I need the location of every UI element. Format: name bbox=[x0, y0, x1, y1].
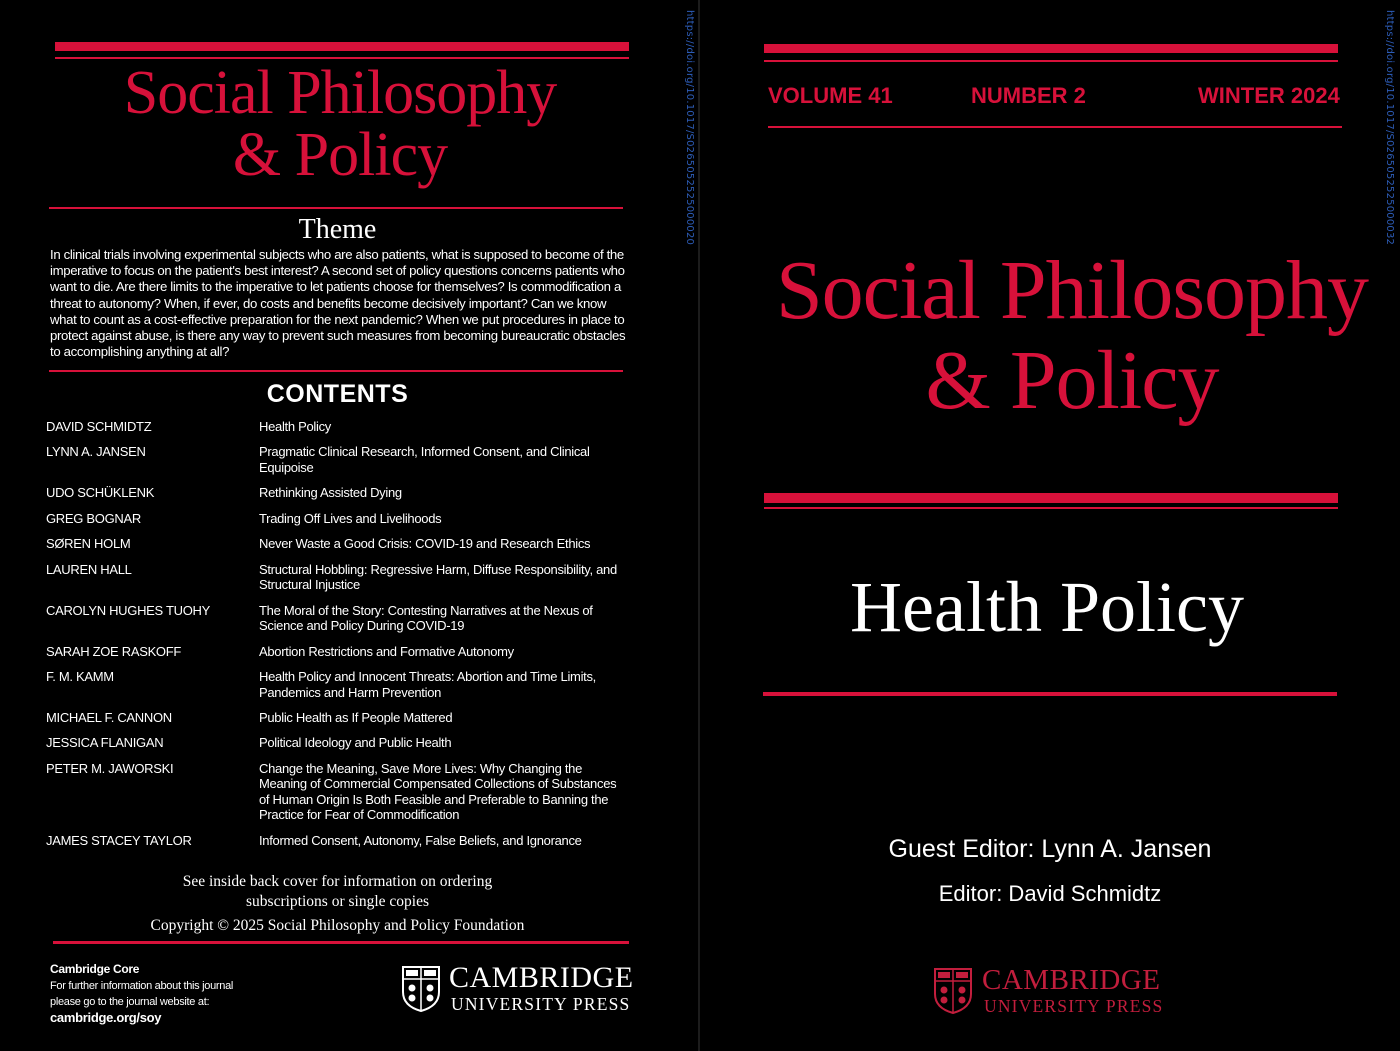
guest-editor: Guest Editor: Lynn A. Jansen bbox=[888, 835, 1212, 863]
contents-author: GREG BOGNAR bbox=[46, 510, 141, 526]
contents-author: UDO SCHÜKLENK bbox=[46, 485, 155, 501]
contents-article-title: Abortion Restrictions and Formative Autonomy bbox=[259, 643, 514, 659]
contents-author: SØREN HOLM bbox=[46, 536, 131, 552]
theme-heading: Theme bbox=[298, 214, 377, 245]
season-label: WINTER 2024 bbox=[1198, 83, 1340, 108]
journal-title-line2: & Policy bbox=[232, 121, 448, 189]
front-publisher-sub: UNIVERSITY PRESS bbox=[984, 996, 1164, 1016]
theme-text: In clinical trials involving experimental subjects who are also patients, what is supposed to become of the imperative to focus on the patient's best interest? A second set of policy questions concerns patients who want to die. Are there limits to the imperative to let patients choose for themselves? Is commodification a threat to autonomy? When, if ever, do costs and benefits become decisively important? Can we know what to count as a cost-effective preparation for the next pandemic? When we put procedures in place to protect against abuse, is there any way to prevent such measures from becoming bureaucratic obstacles to accomplishing anything at all? bbox=[50, 247, 626, 360]
back-cover bbox=[0, 0, 698, 1051]
copyright: Copyright © 2025 Social Philosophy and Policy Foundation bbox=[150, 917, 525, 934]
theme-rule bbox=[49, 370, 623, 372]
contents-row bbox=[46, 444, 636, 475]
contents-article-title: Rethinking Assisted Dying bbox=[259, 485, 402, 501]
contents-row bbox=[46, 710, 636, 726]
contents-author: SARAH ZOE RASKOFF bbox=[46, 643, 182, 659]
contents-article-title: Public Health as If People Mattered bbox=[259, 709, 453, 725]
front-journal-title-line2: & Policy bbox=[925, 334, 1219, 427]
contents-row bbox=[46, 511, 636, 527]
contents-row bbox=[46, 603, 636, 634]
contents-author: MICHAEL F. CANNON bbox=[46, 709, 172, 725]
publisher-name: CAMBRIDGE bbox=[449, 961, 634, 994]
front-top-rule-thin bbox=[764, 60, 1338, 62]
cambridge-shield-icon bbox=[402, 966, 440, 1012]
footer-rule bbox=[53, 941, 629, 944]
issue-title-rule bbox=[763, 692, 1337, 696]
contents-article-title: Structural Hobbling: Regressive Harm, Diffuse Responsibility, and Structural Injustice bbox=[259, 561, 617, 593]
number-label: NUMBER 2 bbox=[971, 83, 1086, 108]
front-publisher-name: CAMBRIDGE bbox=[982, 964, 1161, 996]
issue-rule bbox=[768, 126, 1342, 128]
contents-author: LYNN A. JANSEN bbox=[46, 444, 146, 460]
contents-author: JESSICA FLANIGAN bbox=[46, 735, 164, 751]
front-cover bbox=[700, 0, 1400, 1051]
core-line2: please go to the journal website at: bbox=[50, 996, 210, 1008]
ordering-note-line1: See inside back cover for information on ordering bbox=[182, 873, 493, 890]
contents-row bbox=[46, 536, 636, 552]
publisher-sub: UNIVERSITY PRESS bbox=[451, 994, 631, 1014]
front-cambridge-logo bbox=[934, 965, 1174, 1017]
core-line1: For further information about this journal bbox=[50, 980, 234, 992]
contents-article-title: Trading Off Lives and Livelihoods bbox=[259, 510, 442, 526]
mid-rule-thick bbox=[764, 493, 1338, 503]
contents-article-title: Pragmatic Clinical Research, Informed Consent, and Clinical Equipoise bbox=[259, 444, 590, 475]
contents-row bbox=[46, 644, 636, 660]
contents-row bbox=[46, 833, 636, 849]
ordering-note bbox=[60, 872, 615, 912]
contents-article-title: Health Policy bbox=[259, 419, 331, 434]
contents-row bbox=[46, 669, 636, 700]
volume-label: VOLUME 41 bbox=[768, 83, 893, 108]
journal-title bbox=[60, 59, 620, 189]
contents-list bbox=[46, 419, 636, 858]
cambridge-logo bbox=[402, 963, 632, 1013]
core-heading: Cambridge Core bbox=[50, 962, 140, 976]
front-journal-title-line1: Social Philosophy bbox=[775, 244, 1369, 337]
cambridge-core-info bbox=[50, 961, 233, 1026]
contents-author: DAVID SCHMIDTZ bbox=[46, 419, 152, 434]
contents-author: LAUREN HALL bbox=[46, 561, 132, 577]
contents-article-title: Never Waste a Good Crisis: COVID-19 and Research Ethics bbox=[259, 536, 591, 552]
front-journal-title bbox=[762, 246, 1382, 426]
contents-author: F. M. KAMM bbox=[46, 668, 114, 684]
contents-article-title: Political Ideology and Public Health bbox=[259, 735, 452, 751]
doi-link-right[interactable]: https://doi.org/10.1017/S0265052525000032 bbox=[1384, 10, 1395, 246]
mid-rule-thin bbox=[764, 507, 1338, 509]
contents-row bbox=[46, 562, 636, 593]
contents-author: CAROLYN HUGHES TUOHY bbox=[46, 602, 210, 618]
ordering-note-line2: subscriptions or single copies bbox=[246, 893, 429, 910]
contents-row bbox=[46, 419, 636, 435]
contents-row bbox=[46, 485, 636, 501]
contents-article-title: Change the Meaning, Save More Lives: Why Changing the Meaning of Commercial Compensated Collections of Substances of Human Origin Is Both Feasible and Preferable to Banning the Practice for Fear of Commodification bbox=[259, 760, 617, 823]
doi-link-left[interactable]: https://doi.org/10.1017/S0265052525000020 bbox=[684, 10, 695, 246]
front-top-rule-thick bbox=[764, 44, 1338, 53]
top-rule-thick bbox=[55, 42, 629, 51]
contents-article-title: Informed Consent, Autonomy, False Beliefs, and Ignorance bbox=[259, 832, 582, 848]
contents-row bbox=[46, 761, 636, 823]
cambridge-shield-icon bbox=[934, 968, 972, 1014]
contents-author: PETER M. JAWORSKI bbox=[46, 760, 174, 776]
issue-title: Health Policy bbox=[850, 567, 1244, 647]
journal-title-line1: Social Philosophy bbox=[123, 59, 557, 127]
contents-author: JAMES STACEY TAYLOR bbox=[46, 832, 192, 848]
contents-heading: CONTENTS bbox=[266, 380, 409, 408]
contents-article-title: The Moral of the Story: Contesting Narratives at the Nexus of Science and Policy During COVID-19 bbox=[259, 602, 593, 634]
contents-row bbox=[46, 735, 636, 751]
title-rule bbox=[49, 207, 623, 209]
contents-article-title: Health Policy and Innocent Threats: Abortion and Time Limits, Pandemics and Harm Prevention bbox=[259, 668, 596, 700]
journal-website-link[interactable]: cambridge.org/soy bbox=[50, 1010, 162, 1025]
editor: Editor: David Schmidtz bbox=[938, 881, 1162, 906]
